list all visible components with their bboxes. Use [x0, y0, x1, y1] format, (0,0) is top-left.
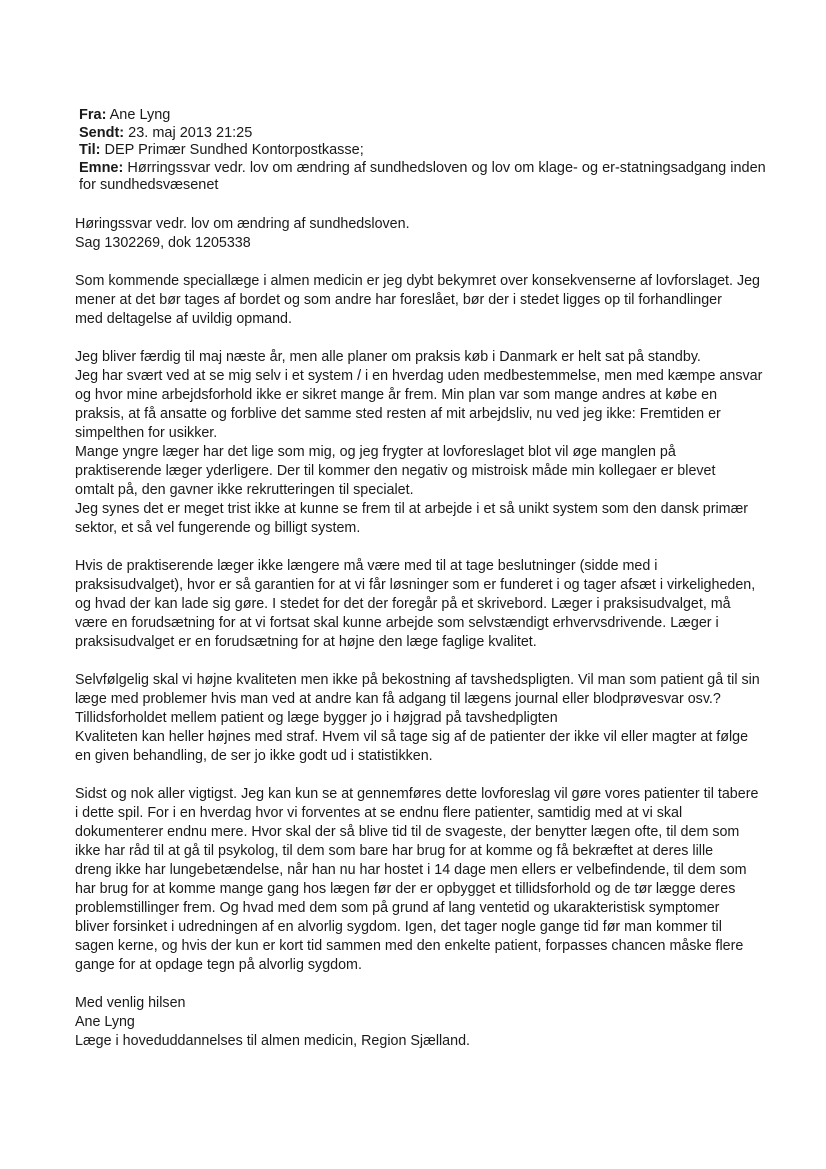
- paragraph-line: ikke har råd til at gå til psykolog, til dem som bare har brug for at komme og få bekræftet at deres lille: [75, 843, 714, 859]
- paragraph-1: [75, 272, 785, 329]
- to-row: [79, 142, 779, 160]
- subject-label: Emne:: [79, 159, 124, 176]
- paragraph-line: og hvad der kan lade sig gøre. I stedet for det der foregår på et skrivebord. Læger i praksisudvalget, må: [75, 596, 731, 612]
- paragraph-line: Jeg har svært ved at se mig selv i et system / i en hverdag uden medbestemmelse, men med kæmpe ansvar: [75, 368, 763, 384]
- paragraph-3: [75, 557, 785, 652]
- paragraph-line: problemstillinger frem. Og hvad med dem som på grund af lang ventetid og ukarakteristisk symptomer: [75, 900, 720, 916]
- paragraph-line: Jeg synes det er meget trist ikke at kunne se frem til at arbejde i et så unikt system som den dansk primær: [75, 501, 749, 517]
- paragraph-line: dreng ikke har lungebetændelse, når han nu har hostet i 14 dage men ellers er velbefindende, til dem som: [75, 862, 747, 878]
- subject-value: Hørringssvar vedr. lov om ændring af sundhedsloven og lov om klage- og er-statningsadgang inden for sundhedsvæsenet: [79, 159, 766, 193]
- paragraph-line: en given behandling, de ser jo ikke godt ud i statistikken.: [75, 748, 433, 764]
- paragraph-line: mener at det bør tages af bordet og som andre har foreslået, bør der i stedet ligges op til forhandlinger: [75, 292, 722, 308]
- paragraph-2: [75, 348, 785, 538]
- to-value: DEP Primær Sundhed Kontorpostkasse;: [104, 142, 364, 158]
- paragraph-line: Tillidsforholdet mellem patient og læge bygger jo i højgrad på tavshedpligten: [75, 710, 558, 726]
- sent-row: [79, 125, 779, 143]
- closing: [75, 994, 785, 1051]
- sent-label: Sendt:: [79, 124, 125, 141]
- paragraph-line: være en forudsætning for at vi fortsat skal kunne arbejde som selvstændigt erhvervsdrivende. Læger i: [75, 615, 719, 631]
- paragraph-line: Mange yngre læger har det lige som mig, og jeg frygter at lovforeslaget blot vil øge manglen på: [75, 444, 676, 460]
- paragraph-4: [75, 671, 785, 766]
- sent-value: 23. maj 2013 21:25: [128, 124, 253, 141]
- paragraph-5: [75, 785, 785, 975]
- paragraph-line: Jeg bliver færdig til maj næste år, men alle planer om praksis køb i Danmark er helt sat på standby.: [75, 349, 701, 365]
- paragraph-line: gange for at opdage tegn på alvorlig sygdom.: [75, 957, 362, 973]
- paragraph-line: Kvaliteten kan heller højnes med straf. Hvem vil så tage sig af de patienter der ikke vil eller magter at følge: [75, 729, 749, 745]
- intro: [75, 215, 785, 253]
- paragraph-line: har brug for at komme mange gang hos lægen før der er opbygget et tillidsforhold og de tør lægge deres: [75, 881, 736, 897]
- from-label: Fra:: [79, 107, 107, 123]
- paragraph-line: bliver forsinket i udredningen af en alvorlig sygdom. Igen, det tager nogle gange tid før man kommer til: [75, 919, 722, 935]
- paragraph-line: læge med problemer hvis man ved at andre kan få adgang til lægens journal eller blodprøvesvar osv.?: [75, 691, 721, 707]
- paragraph-line: i dette spil. For i en hverdag hvor vi forventes at se endnu flere patienter, samtidig med at vi skal: [75, 805, 683, 821]
- subject-row: [79, 160, 779, 195]
- from-value: Ane Lyng: [109, 107, 171, 123]
- paragraph-line: praksisudvalget), hvor er så garantien for at vi får løsninger som er funderet i og tager afsæt i virkeligheden,: [75, 577, 756, 593]
- paragraph-line: praktiserende læger yderligere. Der til kommer den negativ og mistroisk måde min kollegaer er blevet: [75, 463, 716, 479]
- intro-line: Høringssvar vedr. lov om ændring af sundhedsloven.: [75, 216, 410, 232]
- paragraph-line: og hvor mine arbejdsforhold ikke er sikret mange år frem. Min plan var som mange andres at købe en: [75, 387, 718, 403]
- paragraph-line: omtalt på, den gavner ikke rekrutteringen til specialet.: [75, 482, 414, 498]
- email-header: [79, 107, 779, 195]
- paragraph-line: Som kommende speciallæge i almen medicin er jeg dybt bekymret over konsekvenserne af lovforslaget. Jeg: [75, 273, 760, 289]
- paragraph-line: Selvfølgelig skal vi højne kvaliteten men ikke på bekostning af tavshedspligten. Vil man som patient gå til sin: [75, 672, 760, 688]
- closing-greeting: Med venlig hilsen: [75, 995, 186, 1011]
- intro-line: Sag 1302269, dok 1205338: [75, 235, 251, 251]
- paragraph-line: Hvis de praktiserende læger ikke længere må være med til at tage beslutninger (sidde med i: [75, 558, 658, 574]
- closing-title: Læge i hoveduddannelses til almen medicin, Region Sjælland.: [75, 1033, 470, 1049]
- paragraph-line: sagen kerne, og hvis der kun er kort tid sammen med den enkelte patient, forpasses chancen måske flere: [75, 938, 744, 954]
- from-row: [79, 107, 779, 125]
- closing-name: Ane Lyng: [75, 1014, 135, 1030]
- letter-body: [75, 215, 785, 1070]
- paragraph-line: sektor, et så vel fungerende og billigt system.: [75, 520, 361, 536]
- paragraph-line: praksisudvalget er en forudsætning for at højne den læge faglige kvalitet.: [75, 634, 537, 650]
- paragraph-line: praksis, at få ansatte og forblive det samme sted resten af mit arbejdsliv, nu ved jeg ikke: Fremtiden er: [75, 406, 721, 422]
- paragraph-line: dokumenterer endnu mere. Hvor skal der så blive tid til de svageste, der benytter lægen ofte, til dem som: [75, 824, 740, 840]
- paragraph-line: med deltagelse af uvildig opmand.: [75, 311, 292, 327]
- paragraph-line: simpelthen for usikker.: [75, 425, 218, 441]
- to-label: Til:: [79, 142, 101, 158]
- paragraph-line: Sidst og nok aller vigtigst. Jeg kan kun se at gennemføres dette lovforeslag vil gøre vores patienter til tabere: [75, 786, 759, 802]
